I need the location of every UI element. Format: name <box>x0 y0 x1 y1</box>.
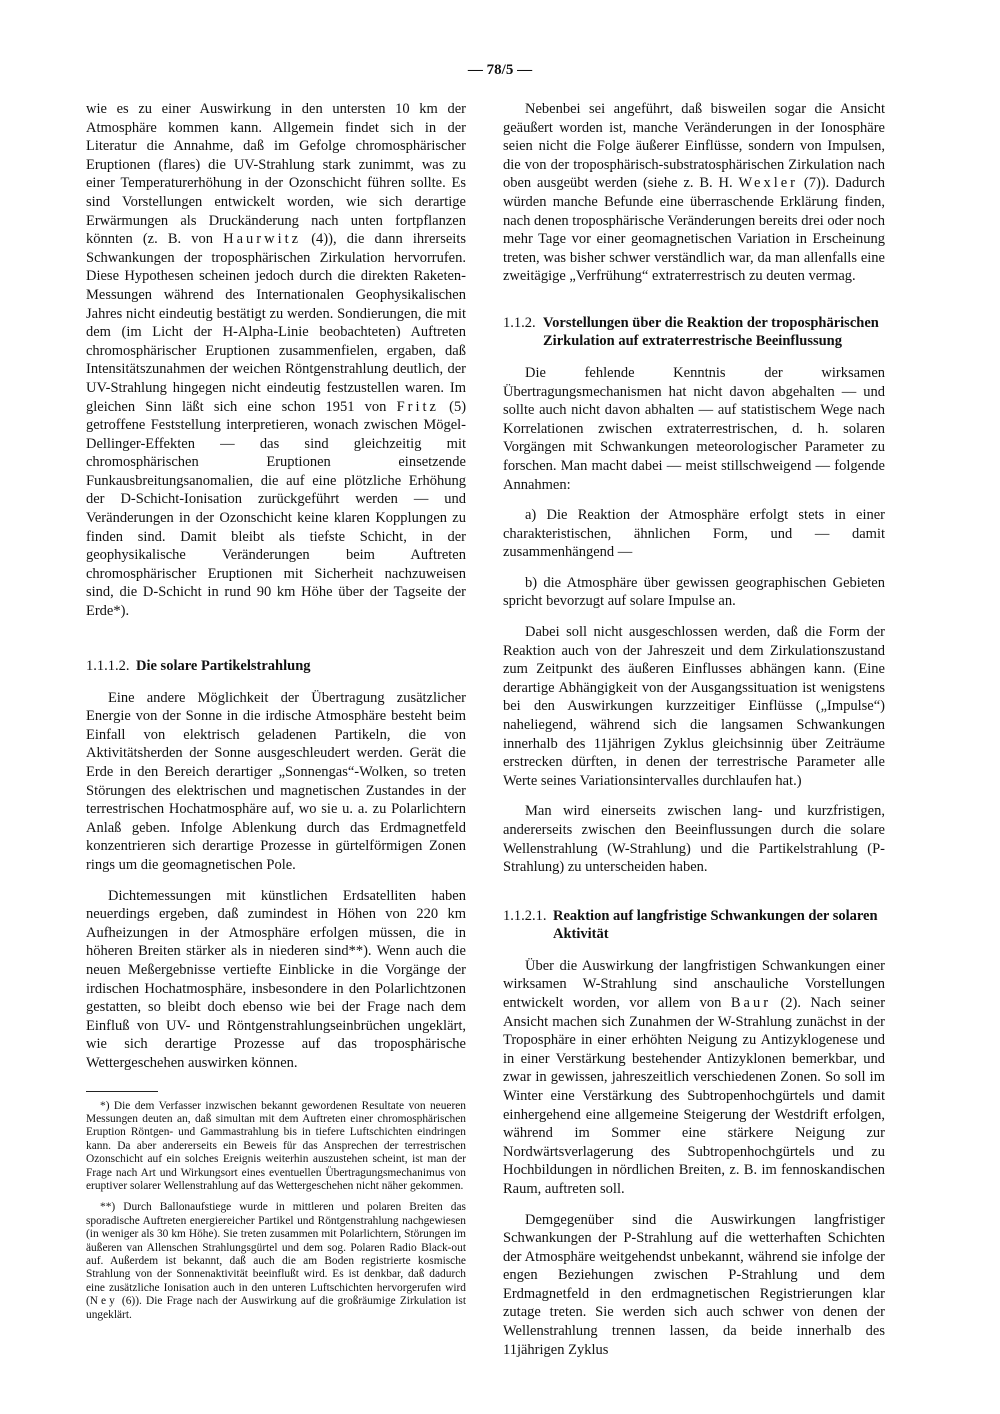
author-name: Haurwitz <box>223 231 302 248</box>
list-item: b) die Atmosphäre über gewissen geographischen Gebieten spricht bevorzugt auf solare Impulse an. <box>503 574 885 610</box>
page-number: — 78/5 — <box>467 62 533 78</box>
author-name: Wexler <box>738 175 798 192</box>
footnote: *) Die dem Verfasser inzwischen bekannt gewordenen Resultate von neueren Messungen deuten an, daß simultan mit dem Auftreten einer chromosphärischen Eruption Röntgen- und Gammastrahlung bis in tiefere Luftschichten eindringen kann. Da aber andererseits ein Beweis für das Ansprechen der terrestrischen Ozonschicht auf ein solches Ereignis weiterhin auszustehen scheint, ist man der Frage nach Art und Wirkungsort eines eventuellen Übertragungsmechanimus von eruptiver solarer Wellenstrahlung auf das Wettergeschehen nicht näher gekommen. <box>86 1099 466 1192</box>
section-heading <box>503 314 885 350</box>
paragraph: Über die Auswirkung der langfristigen Schwankungen einer wirksamen W-Strahlung sind anschauliche Vorstellungen entwickelt worden, vor allem von Baur (2). Nach seiner Ansicht machen sich Zunahmen der W-Strahlung zunächst in der Troposphäre in einer erhöhten Neigung zu Antizyklogenese und in einer Verstärkung bestehender Antizyklonen bemerkbar, und zwar in gewissen, jahreszeitlich verschiedenen Zonen. So soll im Winter eine Verstärkung des Subtropenhochgürtels und damit einhergehend eine allgemeine Steigerung der Westdrift erfolgen, während im Sommer eine stärkere Neigung zur Nordwärtsverlagerung des Subtropenhochgürtels und zu Hochbildungen in nördlichen Breiten, z. B. im fennoskandischen Raum, auftreten soll. <box>503 957 886 1197</box>
paragraph: Dabei soll nicht ausgeschlossen werden, daß die Form der Reaktion auch von der Jahreszeit und dem Zirkulationszustand zum Zeitpunkt des äußeren Einflusses abhängen kann. (Eine derartige Abhängigkeit von der Ausgangssituation ist wenigstens bei den Auswirkungen kurzzeitiger Einflüsse („Impulse“) naheliegend, während sich die langsamen Schwankungen innerhalb des 11jährigen Zyklus gleichsinnig über Zeiträume erstrecken dürften, in denen der terrestrische Parameter alle Werte seines Variationsintervalles durchlaufen hat.) <box>503 624 885 789</box>
paragraph: Eine andere Möglichkeit der Übertragung zusätzlicher Energie von der Sonne in die irdische Atmosphäre besteht beim Einfall von elektrisch geladenen Partikeln, die von Aktivitätsherden der Sonne ausgeschleudert werden. Gerät die Erde in den Bereich derartiger „Sonnengas“-Wolken, so treten Störungen des elektrischen und magnetischen Zustandes in der terrestrischen Hochatmosphäre auf, wo sie u. a. zu Polarlichtern Anlaß geben. Infolge Ablenkung durch das Erdmagnetfeld konzentrieren sich derartige Prozesse in gürtelförmigen Zonen rings um die geomagnetischen Pole. <box>86 689 466 873</box>
paragraph: Dichtemessungen mit künstlichen Erdsatelliten haben neuerdings ergeben, daß zumindest in Höhen von 220 km Aufheizungen in der Atmosphäre erfolgen müssen, die in höheren Breiten stärker als in niederen sind**). Wenn auch die neuen Meßergebnisse vertiefte Einblicke in die Vorgänge der irdischen Hochatmosphäre, insbesondere in den Polarlichtzonen gestatten, so bleibt doch ebenso wie bei der Frage nach dem Einfluß von UV- und Röntgenstrahlungseinbrüchen ungeklärt, wie sich derartige Prozesse auf das troposphärische Wettergeschehen auswirken können. <box>86 887 466 1071</box>
author-name: Ney <box>89 1295 118 1308</box>
paragraph: wie es zu einer Auswirkung in den untersten 10 km der Atmosphäre kommen kann. Allgemein findet sich in der Literatur die Annahme, daß im Gefolge chromosphärischer Eruptionen (flares) die UV-Strahlung stark zunimmt, was zu einer Temperaturerhöhung in der Ozonschicht führen sollte. Es sind Vorstellungen entwickelt worden, wie sich derartige Erwärmungen als Druckänderung nach unten fortpflanzen könnten (z. B. von Haurwitz (4)), die dann ihrerseits Schwankungen der troposphärischen Zirkulation hervorrufen. Diese Hypothesen scheinen jedoch durch die direkten Raketen-Messungen während des Internationalen Geophysikalischen Jahres nicht eindeutig bestätigt zu werden. Sondierungen, die mit dem (im Licht der H-Alpha-Linie beobachteten) Auftreten chromosphärischer Eruptionen zusammenfielen, ergaben, daß Intensitätszunahmen der weichen Röntgenstrahlung deutlich, der UV-Strahlung hingegen nicht eindeutig festzustellen waren. Im gleichen Sinn läßt sich eine schon 1951 von Fritz (5) getroffene Feststellung interpretieren, wonach zwischen Mögel-Dellinger-Effekten — das sind gleichzeitig mit chromosphärischen Eruptionen einsetzende Funkausbreitungsanomalien, die auf eine plötzliche Erhöhung der D-Schicht-Ionisation zurückgeführt werden — und Veränderungen in der Ozonschicht keine klaren Kopplungen zu finden sind. Damit bleibt als tiefste Schicht, in der geophysikalische Veränderungen beim Auftreten chromosphärischer Eruptionen mit Sicherheit nachzuweisen sind, die D-Schicht in rund 90 km Höhe über der Tagseite der Erde*). <box>86 101 467 620</box>
footnote: **) Durch Ballonaufstiege wurde in mittleren und polaren Breiten das sporadische Auftreten energiereicher Partikel und Röntgenstrahlung nachgewiesen (in weniger als 30 km Höhe). Sie treten zusammen mit Polarlichtern, Störungen im äußeren van Allenschen Strahlungsgürtel und dem sog. Polaren Radio Black-out auf. Außerdem ist bekannt, daß auch die am Boden registrierte kosmische Strahlung von der Sonnenaktivität beeinflußt wird. Es ist denkbar, daß dadurch eine zusätzliche Ionisation auch in den unteren Luftschichten hervorgerufen wird (Ney (6)). Die Frage nach der Auswirkung auf die großräumige Zirkulation ist ungeklärt. <box>86 1201 466 1321</box>
section-number: 1.1.2.1. <box>503 907 547 924</box>
section-heading <box>503 907 885 943</box>
section-title: Die solare Partikelstrahlung <box>136 657 311 674</box>
section-heading <box>86 657 466 675</box>
list-item: a) Die Reaktion der Atmosphäre erfolgt stets in einer charakteristischen, ähnlichen Form, und — damit zusammenhängend — <box>503 507 885 561</box>
right-column <box>503 100 885 1371</box>
section-number: 1.1.2. <box>503 314 536 331</box>
left-column <box>86 100 466 1330</box>
paragraph: Man wird einerseits zwischen lang- und kurzfristigen, andererseits zwischen den Beeinflussungen durch die solare Wellenstrahlung (W-Strahlung) und die Partikelstrahlung (P-Strahlung) zu unterscheiden haben. <box>503 803 885 876</box>
author-name: Fritz <box>396 398 439 415</box>
footnote-rule <box>86 1091 158 1092</box>
section-title: Reaktion auf langfristige Schwankungen der solaren Aktivität <box>553 907 878 942</box>
section-title: Vorstellungen über die Reaktion der troposphärischen Zirkulation auf extraterrestrische Beeinflussung <box>543 314 879 349</box>
paragraph: Demgegenüber sind die Auswirkungen langfristiger Schwankungen der P-Strahlung auf die wetterhaften Schichten der Atmosphäre weitgehendst unbekannt, während sie infolge der engen Beziehungen zwischen P-Strahlung und dem Erdmagnetfeld in den erdmagnetischen Registrierungen klar zutage treten. Sie werden sich auch schwer von denen der Wellenstrahlung trennen lassen, da beide innerhalb des 11jährigen Zyklus <box>503 1211 885 1358</box>
author-name: Baur <box>730 994 772 1011</box>
section-number: 1.1.1.2. <box>86 657 130 674</box>
paragraph: Nebenbei sei angeführt, daß bisweilen sogar die Ansicht geäußert worden ist, manche Veränderungen in der Ionosphäre seien nicht die Folge äußerer Einflüsse, sondern von Impulsen, die von der troposphärisch-substratosphärischen Zirkulation nach oben ausgeübt werden (siehe z. B. H. Wexler (7)). Dadurch würden manche Befunde eine überraschende Erklärung finden, nach denen troposphärische Veränderungen bereits drei oder noch mehr Tage vor einer geomagnetischen Variation in Erscheinung treten, was bisher schwer verständlich war, da man allenfalls eine zweitägige „Verfrühung“ extraterrestrisch zu deuten vermag. <box>503 101 885 285</box>
footnotes <box>86 1100 466 1323</box>
paragraph: Die fehlende Kenntnis der wirksamen Übertragungsmechanismen hat nicht davon abgehalten — und sollte auch nicht davon abhalten — auf statistischem Wege nach Korrelationen zwischen extraterrestrischen, d. h. solaren Vorgängen mit Schwankungen meteorologischer Parameter zu forschen. Man macht dabei — meist stillschweigend — folgende Annahmen: <box>503 364 885 493</box>
